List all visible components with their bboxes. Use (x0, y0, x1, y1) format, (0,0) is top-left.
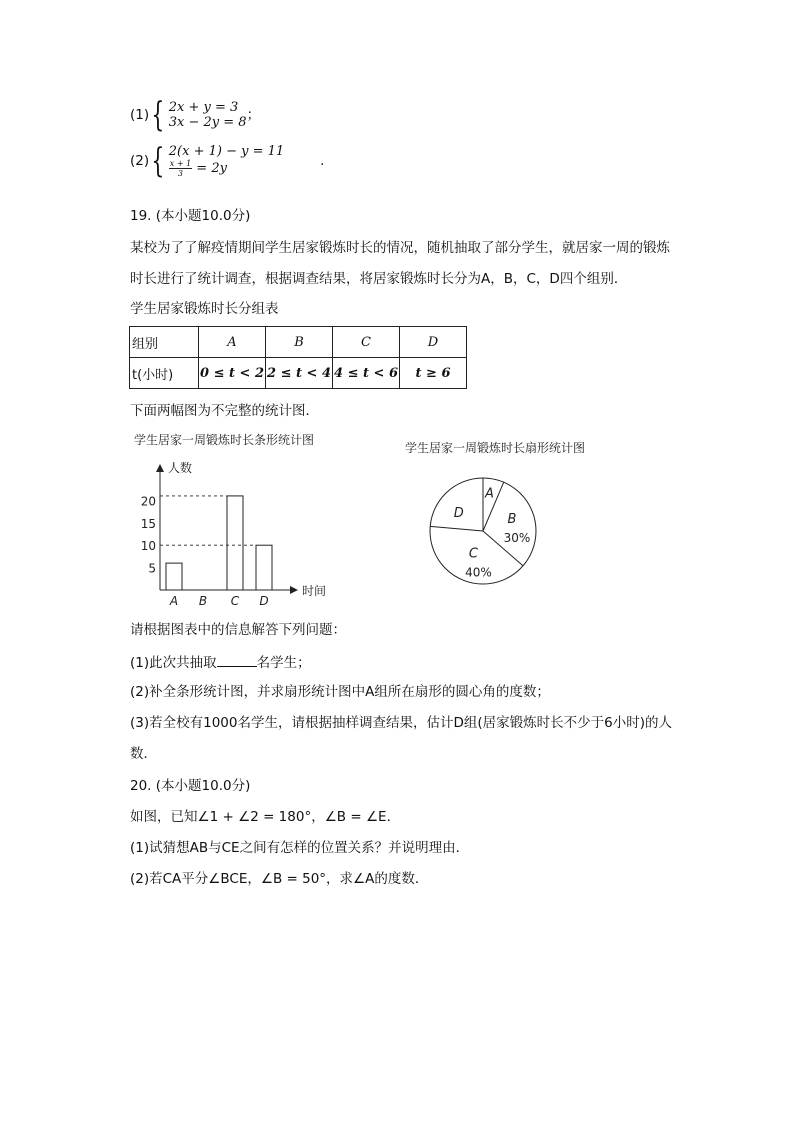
y-axis-label: 人数 (168, 461, 193, 475)
y-tick-label: 15 (140, 516, 156, 531)
q19-intro-line1: 某校为了了解疫情期间学生居家锻炼时长的情况，随机抽取了部分学生，就居家一周的锻炼 (130, 240, 670, 256)
x-tick-label: B (198, 594, 208, 608)
table-row (130, 358, 467, 389)
table-cell: 4 ≤ t < 6 (333, 358, 400, 389)
system-brace: { (151, 141, 165, 181)
table-cell: C (333, 327, 400, 358)
group-table (129, 326, 467, 389)
bar-D (256, 545, 272, 590)
y-tick-label: 10 (140, 539, 156, 554)
q18-part2 (130, 141, 325, 181)
x-tick-label: C (230, 594, 240, 608)
q18-part1-label: (1) (130, 107, 150, 123)
fraction: $\frac{x + 1}{3}$ (169, 159, 192, 178)
bar-A (166, 563, 182, 590)
table-cell: 2 ≤ t < 4 (266, 358, 333, 389)
slice-label-D: D (453, 506, 464, 521)
y-tick-label: 5 (148, 561, 156, 576)
q20-header: 20. (本小题10.0分) (130, 778, 251, 794)
pie-chart-title: 学生居家一周锻炼时长扇形统计图 (405, 441, 586, 455)
charts-note: 下面两幅图为不完整的统计图． (130, 403, 319, 419)
bar-chart (120, 428, 360, 608)
q19-header: 19. (本小题10.0分) (130, 208, 251, 224)
table-cell: A (199, 327, 266, 358)
table-cell: D (400, 327, 467, 358)
slice-label-C: C (468, 546, 478, 562)
table-title: 学生居家锻炼时长分组表 (130, 301, 279, 317)
equation-system-2 (169, 144, 284, 178)
bar-C (227, 496, 243, 590)
equation: 2(x + 1) − y = 11 (168, 144, 285, 159)
table-cell: B (266, 327, 333, 358)
table-cell: 0 ≤ t < 2 (199, 358, 266, 389)
x-tick-label: D (259, 594, 269, 608)
q20-sub1: (1)试猜想AB与CE之间有怎样的位置关系？并说明理由． (130, 840, 470, 856)
bar-chart-title: 学生居家一周锻炼时长条形统计图 (134, 433, 315, 447)
x-axis-label: 时间 (302, 584, 327, 598)
table-cell: t(小时) (130, 358, 199, 389)
slice-percent-C: 40% (465, 565, 492, 580)
q20-sub2: (2)若CA平分∠BCE，∠B = 50°，求∠A的度数． (130, 871, 429, 887)
y-axis-arrow (156, 464, 164, 472)
q19-sub1: (1)此次共抽取 名学生； (130, 652, 311, 673)
slice-label-A: A (485, 486, 494, 502)
q19-sub3-line1: (3)若全校有1000名学生，请根据抽样调查结果，估计D组(居家锻炼时长不少于6小时)的人 (130, 715, 672, 731)
punctuation: . (320, 153, 325, 169)
q18-part2-label: (2) (130, 153, 150, 169)
punctuation: ； (246, 107, 261, 123)
slice-label-B: B (507, 512, 517, 528)
table-cell: 组别 (130, 327, 199, 358)
table-header-row (130, 327, 467, 358)
slice-percent-B: 30% (503, 531, 531, 546)
question-intro: 请根据图表中的信息解答下列问题： (130, 622, 346, 638)
x-tick-label: A (169, 594, 179, 608)
q18-part1 (130, 95, 261, 135)
equation-system-1 (169, 100, 247, 130)
table-cell: t ≥ 6 (400, 358, 467, 389)
q19-intro-line2: 时长进行了统计调查，根据调查结果，将居家锻炼时长分为A，B，C，D四个组别． (130, 271, 628, 287)
equation: $\frac{x + 1}{3}$ = 2y (169, 159, 227, 178)
q19-sub3-line2: 数． (130, 746, 157, 762)
x-axis-arrow (290, 586, 298, 594)
equation: 3x − 2y = 8 (168, 115, 247, 130)
equation: 2x + y = 3 (168, 100, 239, 115)
answer-blank[interactable] (217, 652, 257, 667)
y-tick-label: 20 (140, 494, 156, 509)
system-brace: { (151, 95, 165, 135)
q20-given: 如图，已知∠1 + ∠2 = 180°，∠B = ∠E． (130, 809, 401, 825)
q19-sub2: (2)补全条形统计图，并求扇形统计图中A组所在扇形的圆心角的度数； (130, 684, 550, 700)
pie-chart (395, 434, 635, 599)
